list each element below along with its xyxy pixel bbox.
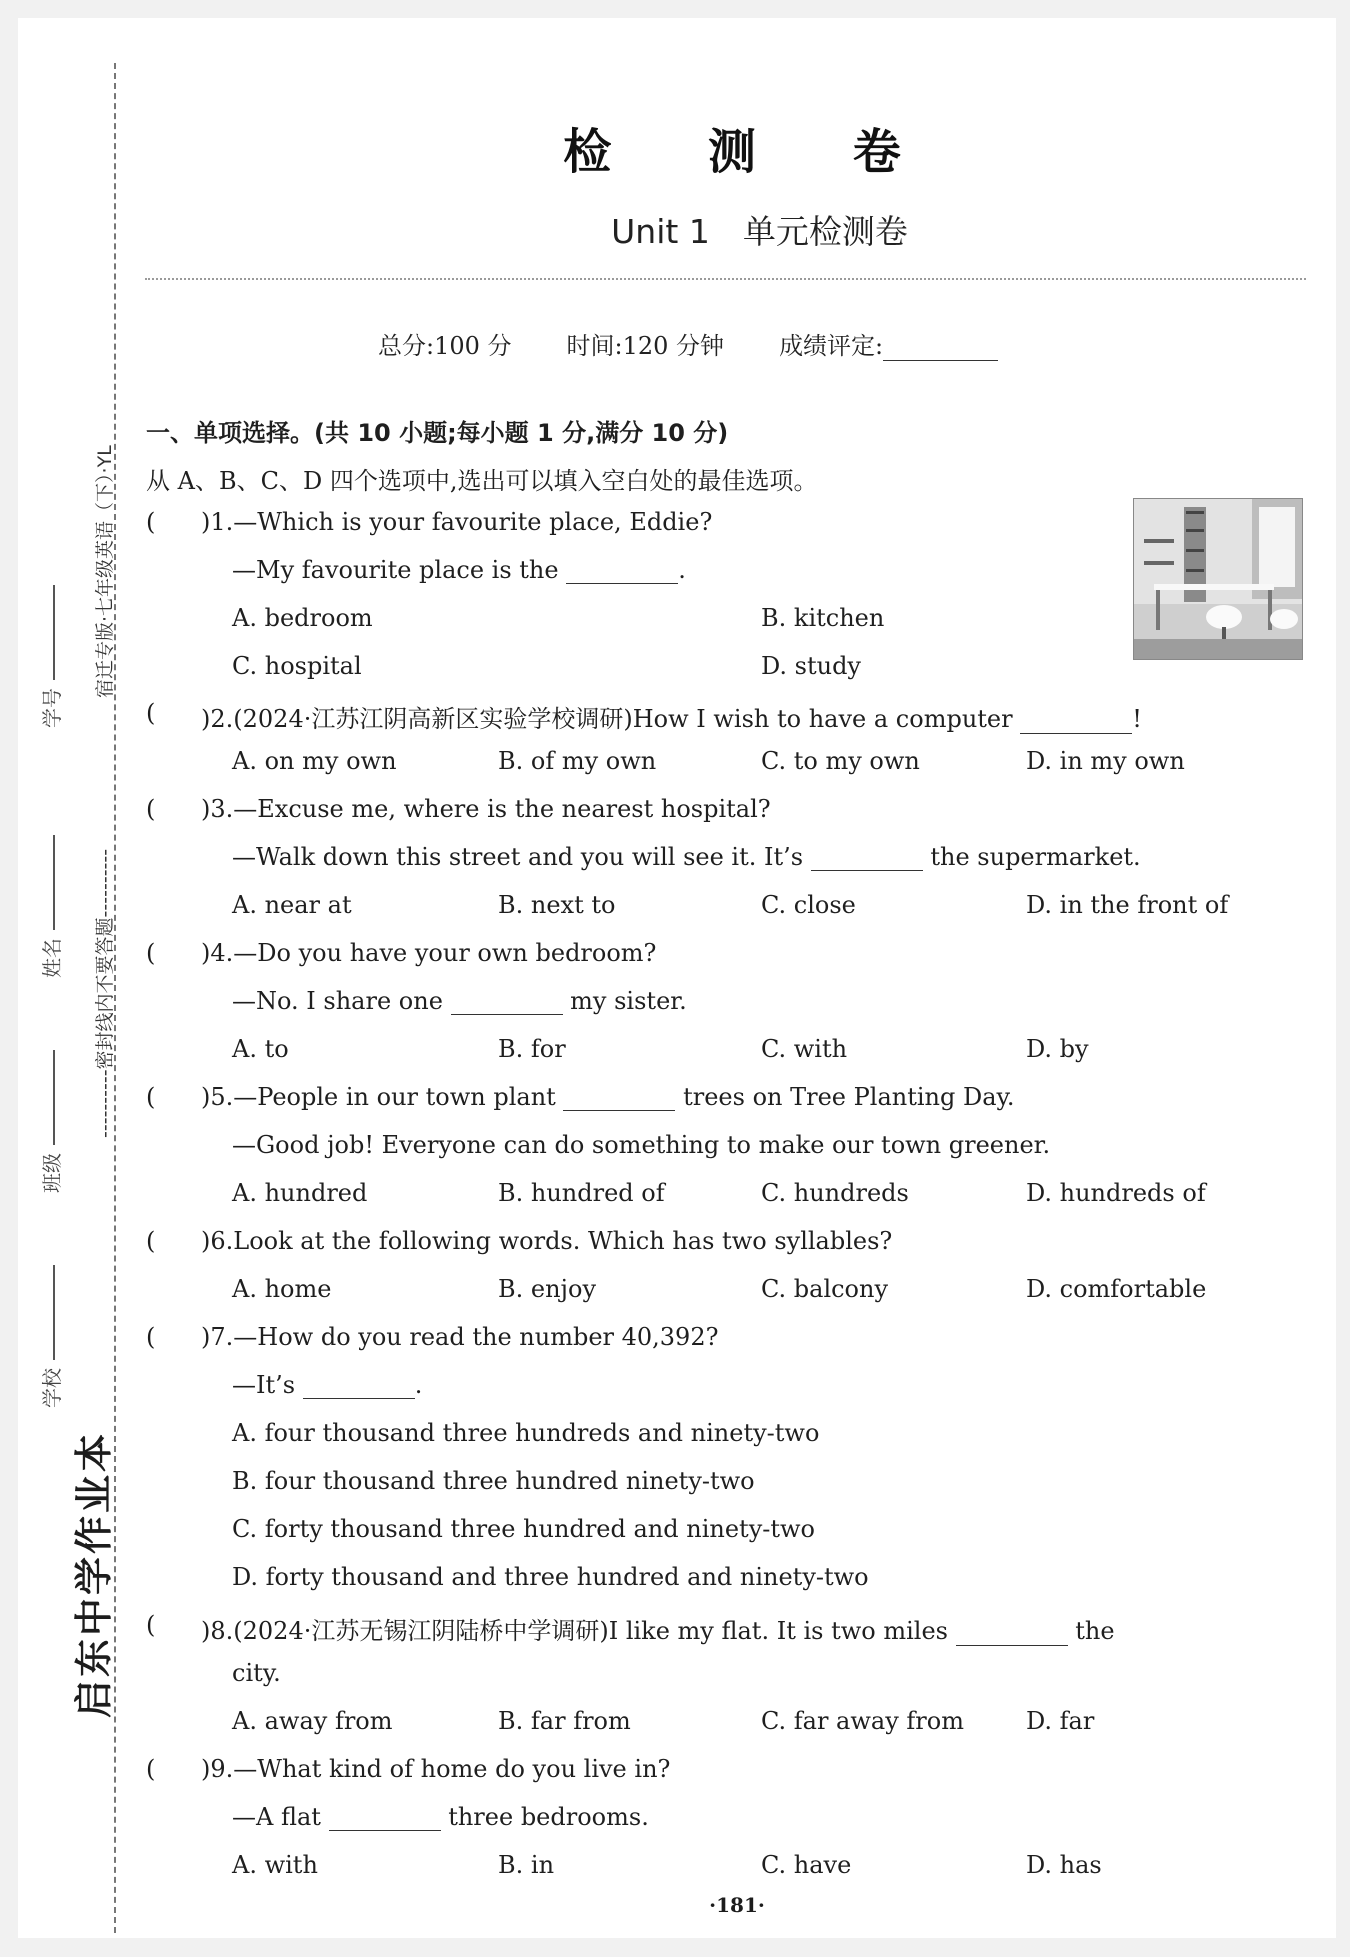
option-d: D. forty thousand and three hundred and ninety-two	[232, 1563, 869, 1591]
question-3-reply: —Walk down this street and you will see it. It’s the supermarket.	[232, 843, 1141, 871]
answer-bracket: (	[146, 795, 156, 823]
binding-margin	[18, 18, 133, 1938]
school-field: 学校	[36, 1265, 65, 1408]
question-9: )9.—What kind of home do you live in?	[201, 1755, 671, 1783]
option-d: D. study	[761, 652, 861, 680]
brand-label: 启东中学作业本	[72, 1430, 116, 1718]
answer-blank[interactable]	[329, 1808, 441, 1831]
option-a: A. home	[232, 1275, 332, 1303]
answer-bracket: (	[146, 1611, 156, 1639]
option-c: C. far away from	[761, 1707, 964, 1735]
answer-bracket: (	[146, 1083, 156, 1111]
option-a: A. hundred	[232, 1179, 368, 1207]
seal-note: ----------密封线内不要答题----------	[94, 848, 116, 1138]
option-b: B. for	[498, 1035, 566, 1063]
option-b: B. enjoy	[498, 1275, 597, 1303]
question-6: )6.Look at the following words. Which has two syllables?	[201, 1227, 893, 1255]
option-c: C. hospital	[232, 652, 362, 680]
option-b: B. hundred of	[498, 1179, 665, 1207]
question-5: )5.—People in our town plant trees on Tree Planting Day.	[201, 1083, 1015, 1111]
answer-blank[interactable]	[566, 561, 678, 584]
answer-bracket: (	[146, 699, 156, 727]
answer-blank[interactable]	[1020, 711, 1132, 734]
page-title: 检 测 卷	[563, 124, 941, 180]
section-instruction: 从 A、B、C、D 四个选项中,选出可以填入空白处的最佳选项。	[146, 467, 818, 495]
question-3: )3.—Excuse me, where is the nearest hospital?	[201, 795, 771, 823]
question-1-reply: —My favourite place is the .	[232, 556, 686, 584]
header-divider	[145, 278, 1306, 280]
series-label: 宿迁专版·七年级英语（下）·YL	[94, 445, 116, 698]
option-d: D. far	[1026, 1707, 1095, 1735]
option-c: C. with	[761, 1035, 848, 1063]
option-c: C. have	[761, 1851, 852, 1879]
page-subtitle: Unit 1 单元检测卷	[611, 212, 908, 251]
option-a: A. four thousand three hundreds and ninety-two	[232, 1419, 820, 1447]
question-9-reply: —A flat three bedrooms.	[232, 1803, 649, 1831]
section-title: 一、单项选择。(共 10 小题;每小题 1 分,满分 10 分)	[146, 419, 729, 447]
total-score: 总分:100 分	[378, 332, 512, 360]
page-number: ·181·	[709, 1893, 765, 1917]
answer-bracket: (	[146, 1227, 156, 1255]
option-a: A. with	[232, 1851, 318, 1879]
study-room-illustration	[1134, 499, 1302, 659]
exam-meta	[378, 326, 998, 361]
option-b: B. far from	[498, 1707, 631, 1735]
option-c: C. to my own	[761, 747, 920, 775]
question-1: )1.—Which is your favourite place, Eddie?	[201, 508, 713, 536]
option-c: C. close	[761, 891, 856, 919]
option-c: C. forty thousand three hundred and ninety-two	[232, 1515, 815, 1543]
grade-field: 成绩评定:	[779, 326, 998, 361]
option-c: C. hundreds	[761, 1179, 909, 1207]
question-4-reply: —No. I share one my sister.	[232, 987, 687, 1015]
student-id-field: 学号	[36, 585, 65, 728]
answer-blank[interactable]	[563, 1088, 675, 1111]
question-5-reply: —Good job! Everyone can do something to make our town greener.	[232, 1131, 1051, 1159]
worksheet-page	[18, 18, 1336, 1938]
option-b: B. of my own	[498, 747, 657, 775]
option-d: D. in my own	[1026, 747, 1185, 775]
option-d: D. comfortable	[1026, 1275, 1207, 1303]
option-b: B. four thousand three hundred ninety-two	[232, 1467, 755, 1495]
answer-blank[interactable]	[303, 1376, 415, 1399]
time-limit: 时间:120 分钟	[566, 332, 725, 360]
option-d: D. has	[1026, 1851, 1102, 1879]
option-d: D. in the front of	[1026, 891, 1229, 919]
study-room-photo	[1133, 498, 1303, 660]
option-a: A. near at	[232, 891, 352, 919]
option-a: A. to	[232, 1035, 289, 1063]
question-7: )7.—How do you read the number 40,392?	[201, 1323, 719, 1351]
answer-bracket: (	[146, 939, 156, 967]
question-7-reply: —It’s .	[232, 1371, 423, 1399]
option-b: B. next to	[498, 891, 616, 919]
option-b: B. in	[498, 1851, 555, 1879]
option-a: A. bedroom	[232, 604, 373, 632]
answer-bracket: (	[146, 1755, 156, 1783]
class-field: 班级	[36, 1050, 65, 1193]
option-d: D. by	[1026, 1035, 1089, 1063]
question-2: )2.(2024·江苏江阴高新区实验学校调研)How I wish to have a computer !	[201, 705, 1142, 733]
answer-bracket: (	[146, 1323, 156, 1351]
option-c: C. balcony	[761, 1275, 889, 1303]
answer-blank[interactable]	[956, 1623, 1068, 1646]
option-d: D. hundreds of	[1026, 1179, 1206, 1207]
question-8-cont: city.	[232, 1659, 281, 1687]
answer-bracket: (	[146, 508, 156, 536]
option-a: A. away from	[232, 1707, 393, 1735]
answer-blank[interactable]	[451, 992, 563, 1015]
name-field: 姓名	[36, 835, 65, 978]
question-8: )8.(2024·江苏无锡江阴陆桥中学调研)I like my flat. It is two miles the	[201, 1617, 1115, 1645]
option-a: A. on my own	[232, 747, 397, 775]
option-b: B. kitchen	[761, 604, 885, 632]
answer-blank[interactable]	[811, 848, 923, 871]
question-4: )4.—Do you have your own bedroom?	[201, 939, 657, 967]
